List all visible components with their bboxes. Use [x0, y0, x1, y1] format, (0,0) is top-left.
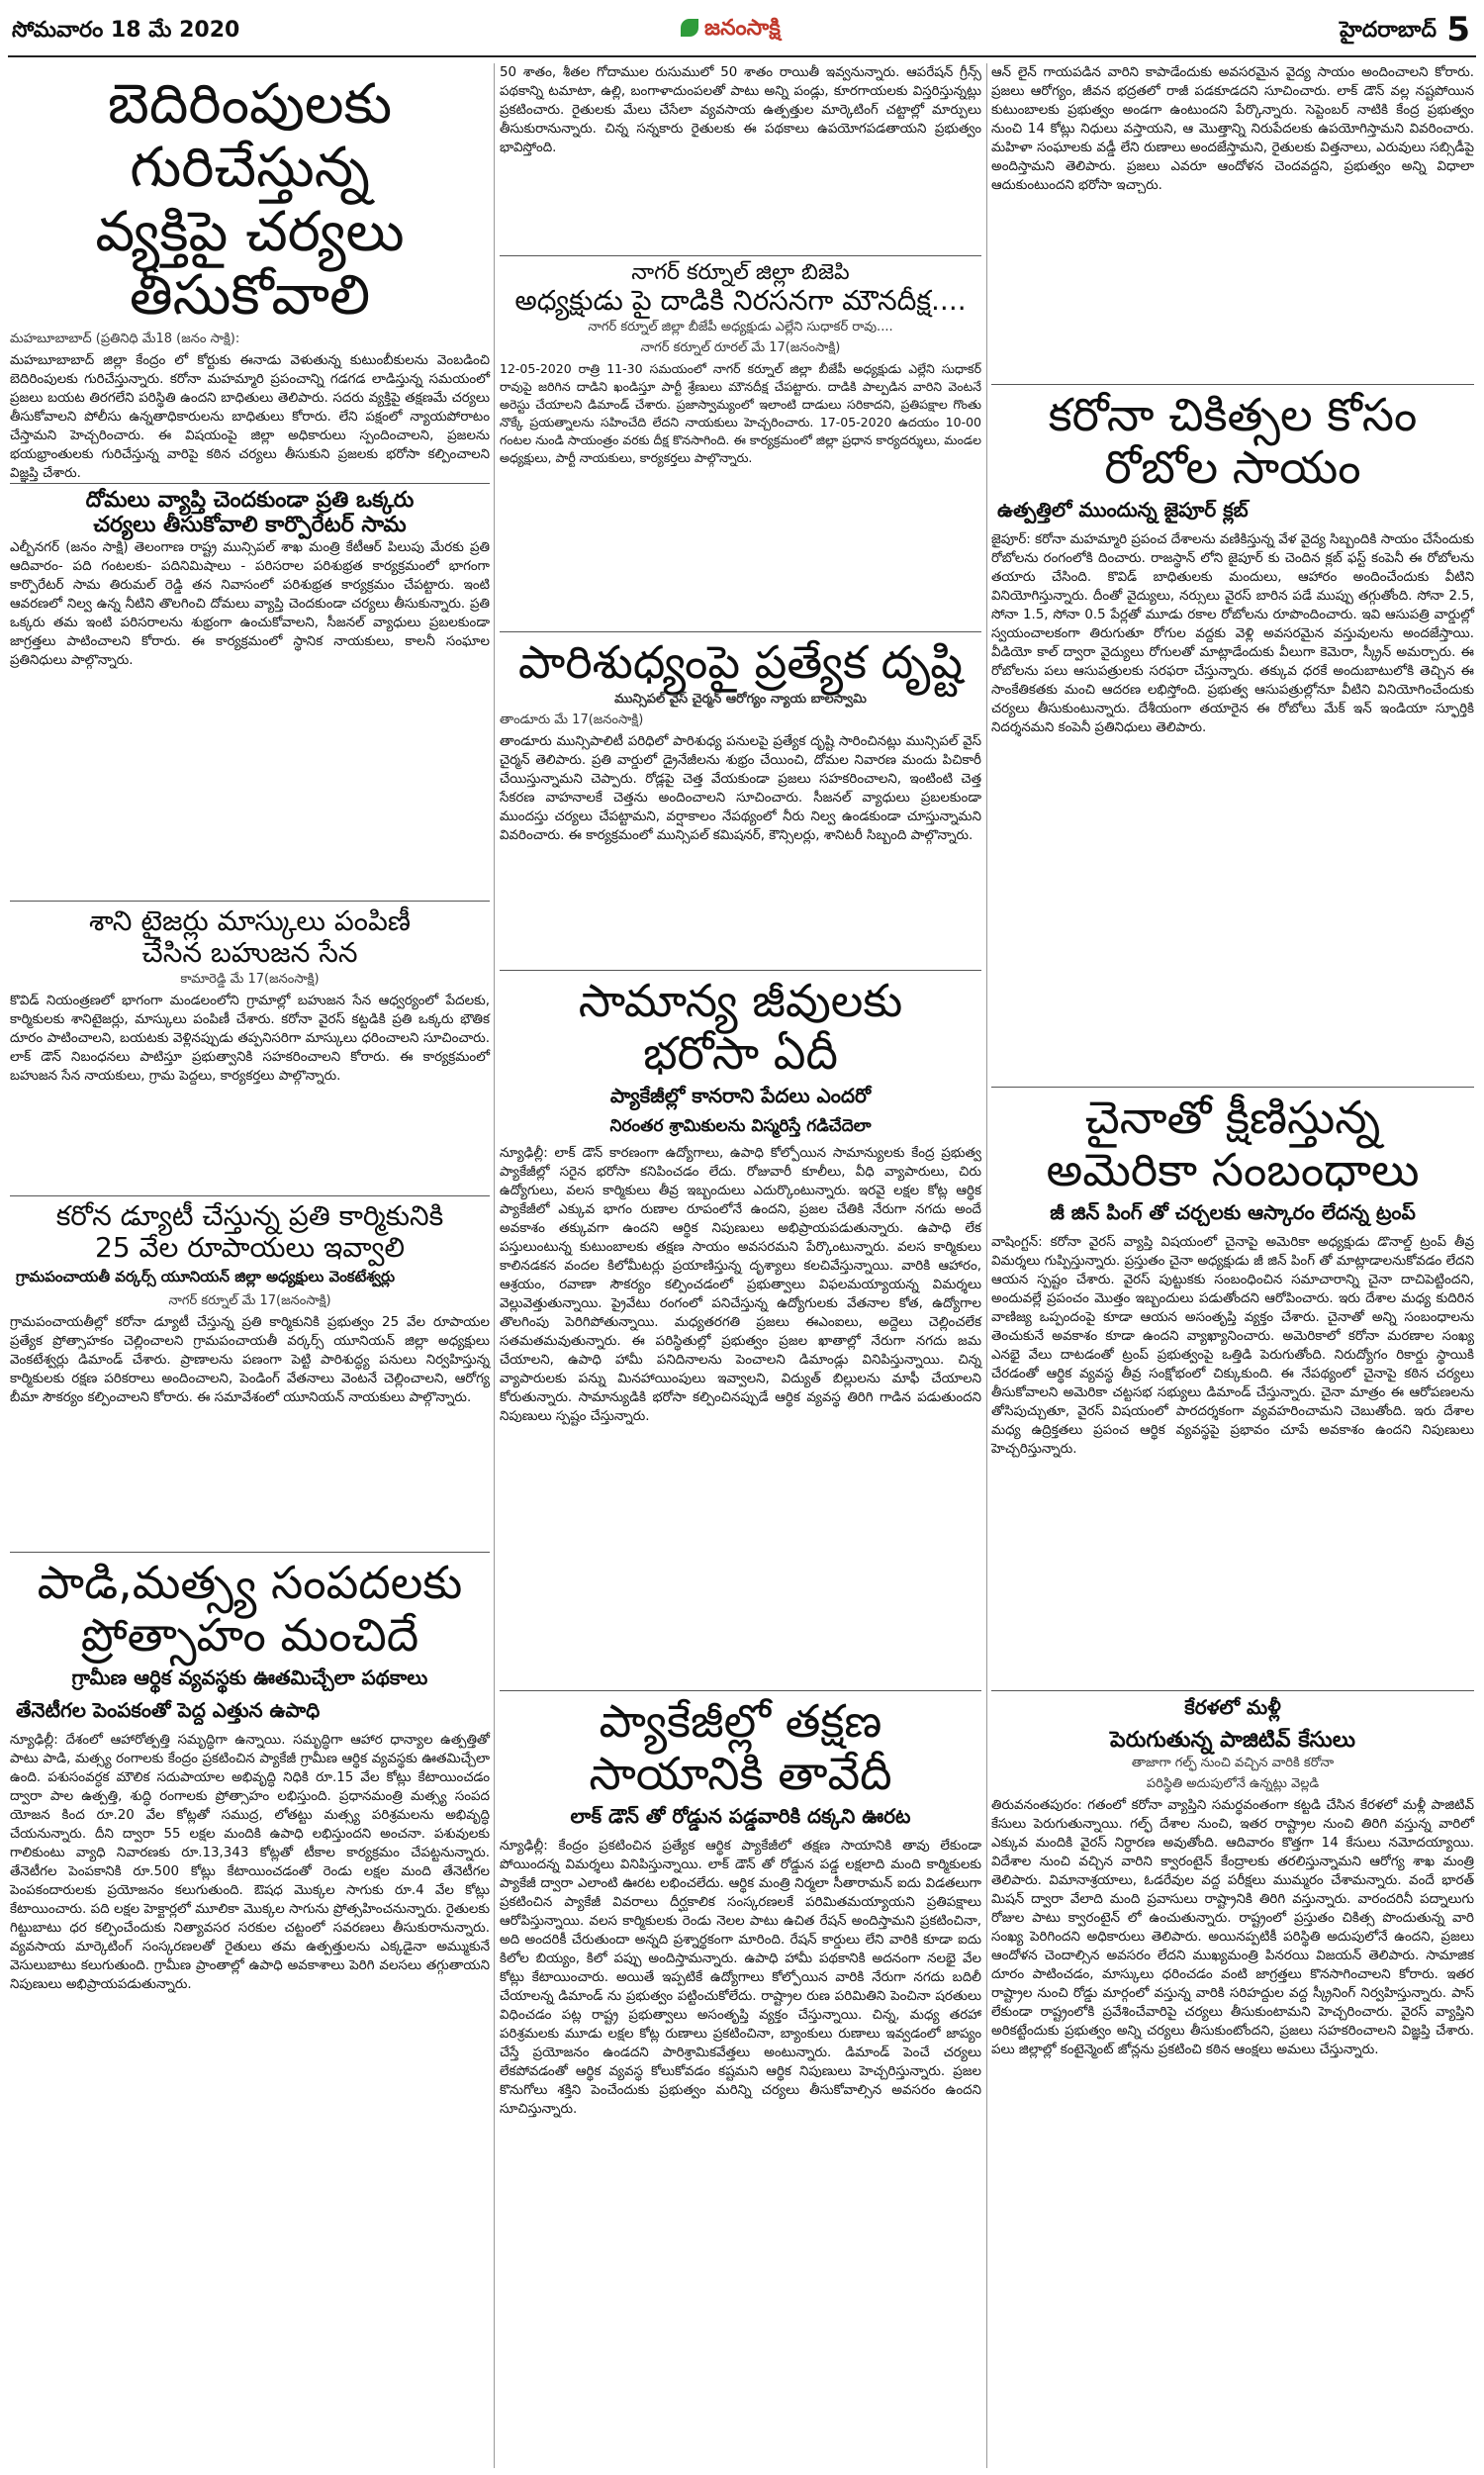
leaf-icon [681, 19, 698, 37]
headline-line: 25 వేల రూపాయలు ఇవ్వాలి [95, 1231, 405, 1265]
article-body: వాషింగ్టన్: కరోనా వైరస్ వ్యాప్తి విషయంలో చైనాపై అమెరికా అధ్యక్షుడు డొనాల్డ్ ట్రంప్ తీవ్ర విమర్శలు గుప్పిస్తున్నారు. ప్రస్తుతం చైనా అధ్యక్షుడు జీ జిన్ పింగ్ తో మాట్లాడాలనుకోవడం లేదని ఆయన స్పష్టం చేశారు. వైరస్ పుట్టుకకు సంబంధించిన సమాచారాన్ని చైనా దాచిపెట్టిందని, అందువల్లే ప్రపంచం మొత్తం ఇబ్బందులు పడుతోందని ఆరోపించారు. ఇరు దేశాల మధ్య కుదిరిన వాణిజ్య ఒప్పందంపై కూడా ఆయన అసంతృప్తి వ్యక్తం చేశారు. చైనాతో అన్ని సంబంధాలను తెంచుకునే అవకాశం కూడా ఉందని వ్యాఖ్యానించారు. అమెరికాలో కరోనా మరణాల సంఖ్య ఎనభై వేలు దాటడంతో ట్రంప్ ప్రభుత్వంపై ఒత్తిడి పెరుగుతోంది. నిరుద్యోగం రికార్డు స్థాయికి చేరడంతో ఆర్థిక వ్యవస్థ తీవ్ర సంక్షోభంలో చిక్కుకుంది. ఈ నేపథ్యంలో చైనాపై కఠిన చర్యలు తీసుకోవాలని అమెరికా చట్టసభ సభ్యులు డిమాండ్ చేస్తున్నారు. చైనా మాత్రం ఈ ఆరోపణలను తోసిపుచ్చుతూ, వైరస్ విషయంలో పారదర్శకంగా వ్యవహరించామని చెబుతోంది. ఇరు దేశాల మధ్య ఉద్రిక్తతలు ప్రపంచ ఆర్థిక వ్యవస్థపై ప్రభావం చూపే అవకాశం ఉందని నిపుణులు హెచ్చరిస్తున్నారు. [991, 1234, 1474, 1457]
article-mosquito [10, 479, 490, 895]
article-threats [10, 72, 490, 481]
headline-line: రోబోల సాయం [1104, 439, 1361, 494]
article-sanitizers [10, 897, 490, 1193]
dateline: తాండూరు మే 17(జనంసాక్షి) [500, 712, 644, 727]
article-body: మహబూబాబాద్ జిల్లా కేంద్రం లో కోర్టుకు ఈనాడు వెళుతున్న కుటుంబీకులను వెంబడించి బెదిరింపులకు గురిచేస్తున్నారు. కరోనా మహమ్మారి ప్రపంచాన్ని గడగడ లాడిస్తున్న సమయంలో ప్రజలు బయట తిరగలేని పరిస్థితి ఉందని బాధితులు తెలిపారు. సదరు వ్యక్తిపై తక్షణమే చర్యలు తీసుకోవాలని పోలీసు ఉన్నతాధికారులను బాధితులు కోరారు. లేని పక్షంలో న్యాయపోరాటం చేస్తామని హెచ్చరించారు. ఈ విషయంపై జిల్లా అధికారులు స్పందించాలని, ప్రజలను భయభ్రాంతులకు గురిచేస్తున్న వారిపై కఠిన చర్యలు తీసుకుని ప్రజలకు భరోసా కల్పించాలని విజ్ఞప్తి చేశారు. [10, 352, 490, 481]
kicker: కేరళలో మళ్లీ [1184, 1695, 1281, 1719]
headline-line: దోమలు వ్యాప్తి చెందకుండా ప్రతి ఒక్కరు [85, 488, 415, 513]
headline-line: కరోనా చికిత్సల కోసం [1048, 388, 1418, 441]
issue-date: సోమవారం 18 మే 2020 [12, 18, 240, 43]
column-3 [991, 63, 1474, 2468]
headline-line: అధ్యక్షుడు పై దాడికి నిరసనగా మౌనదీక్ష.... [514, 284, 967, 318]
dateline: మహబూబాబాద్ (ప్రతినిధి మే18 (జనం సాక్షి): [10, 331, 240, 346]
divider [500, 255, 981, 256]
masthead [8, 6, 1476, 57]
article-continuation [991, 63, 1474, 370]
divider [10, 483, 490, 484]
article-package-relief [500, 1686, 981, 2468]
article-body: తాండూరు మున్సిపాలిటీ పరిధిలో పారిశుధ్య పనులపై ప్రత్యేక దృష్టి సారించినట్లు మున్సిపల్ వైస్ చైర్మన్ తెలిపారు. ప్రతి వార్డులో డ్రైనేజీలను శుభ్రం చేయించి, దోమల నివారణ మందు పిచికారీ చేయిస్తున్నామని చెప్పారు. రోడ్లపై చెత్త వేయకుండా ప్రజలు సహకరించాలని, ఇంటింటి చెత్త సేకరణ వాహనాలకే చెత్తను అందించాలని సూచించారు. సీజనల్ వ్యాధులు ప్రబలకుండా ముందస్తు చర్యలు చేపట్టామని, వర్షాకాలం నేపథ్యంలో నీరు నిల్వ ఉండకుండా చూస్తున్నామని వివరించారు. ఈ కార్యక్రమంలో మున్సిపల్ కమిషనర్, కౌన్సిలర్లు, శానిటరీ సిబ్బంది పాల్గొన్నారు. [500, 733, 981, 843]
dateline: నాగర్ కర్నూల్ రూరల్ మే 17(జనంసాక్షి) [640, 340, 841, 356]
article-workers-pay [10, 1191, 490, 1558]
subheadline: గ్రామీణ ఆర్థిక వ్యవస్థకు ఊతమిచ్చేలా పథకాలు [71, 1665, 428, 1689]
subheadline: నిరంతర శ్రామికులను విస్మరిస్తే గడిచేదెలా [609, 1115, 872, 1136]
article-sanitation [500, 627, 981, 964]
headline-line: నాగర్ కర్నూల్ జిల్లా బిజెపి [631, 260, 850, 285]
article-body: ఆన్ లైన్ గాయపడిన వారిని కాపాడేందుకు అవసరమైన వైద్య సాయం అందించాలని కోరారు. ప్రజలు ఆరోగ్యం, జీవన భద్రతలో రాజీ పడకూడదని సూచించారు. లాక్ డౌన్ వల్ల నష్టపోయిన కుటుంబాలకు ప్రభుత్వం అండగా ఉంటుందని పేర్కొన్నారు. సెప్టెంబర్ నాటికి కేంద్ర ప్రభుత్వం నుంచి 14 కోట్లు నిధులు వస్తాయని, ఆ మొత్తాన్ని నిరుపేదలకు ఉపయోగిస్తామని వివరించారు. మహిళా సంఘాలకు వడ్డీ లేని రుణాలు అందజేస్తామని, రైతులకు విత్తనాలు, ఎరువులు సబ్సిడీపై అందిస్తామని తెలిపారు. ప్రజలు ఎవరూ ఆందోళన చెందవద్దని, ప్రభుత్వం అన్ని విధాలా ఆదుకుంటుందని భరోసా ఇచ్చారు. [991, 65, 1474, 193]
headline: పారిశుధ్యంపై ప్రత్యేక దృష్టి [517, 635, 964, 689]
divider [10, 1195, 490, 1196]
divider [10, 901, 490, 902]
dateline: తాజాగా గల్ఫ్ నుంచి వచ్చిన వారికి కరోనా [1131, 1756, 1335, 1771]
column-divider [986, 63, 987, 2468]
column-2 [500, 63, 981, 2468]
dateline: నాగర్ కర్నూల్ మే 17(జనంసాక్షి) [168, 1293, 331, 1309]
article-body: జైపూర్: కరోనా మహమ్మారి ప్రపంచ దేశాలను వణికిస్తున్న వేళ వైద్య సిబ్బందికి సాయం చేసేందుకు రోబోలను రంగంలోకి దించారు. రాజస్థాన్ లోని జైపూర్ కు చెందిన క్లబ్ ఫస్ట్ కంపెనీ ఈ రోబోలను తయారు చేసింది. కొవిడ్ బాధితులకు మందులు, ఆహారం అందించేందుకు వీటిని వినియోగిస్తున్నారు. దీంతో వైద్యులు, నర్సులు వైరస్ బారిన పడే ముప్పు తగ్గుతోంది. సోనా 2.5, సోనా 1.5, సోనా 0.5 పేర్లతో మూడు రకాల రోబోలను రూపొందించారు. ఇవి ఆసుపత్రి వార్డుల్లో స్వయంచాలకంగా తిరుగుతూ రోగుల వద్దకు వెళ్లి అవసరమైన వస్తువులను అందజేస్తాయి. వీడియో కాల్ ద్వారా వైద్యులు రోగులతో మాట్లాడేందుకు వీలుగా కెమెరా, స్క్రీన్ అమర్చారు. ఈ రోబోలను పలు ఆసుపత్రులకు సరఫరా చేస్తున్నారు. తక్కువ ధరకే అందుబాటులోకి తెచ్చిన ఈ సాంకేతికతకు మంచి ఆదరణ లభిస్తోంది. ప్రభుత్వ ఆసుపత్రుల్లోనూ వీటిని వినియోగించేందుకు చర్యలు తీసుకుంటున్నారు. దేశీయంగా తయారైన ఈ రోబోలు మేక్ ఇన్ ఇండియా స్ఫూర్తికి నిదర్శనమని కంపెనీ ప్రతినిధులు తెలిపారు. [991, 531, 1474, 735]
paper-logo-text: జనంసాక్షి [704, 16, 781, 41]
article-body: న్యూఢిల్లీ: దేశంలో ఆహారోత్పత్తి సమృద్ధిగా ఉన్నాయి. సమృద్ధిగా ఆహార ధాన్యాల ఉత్పత్తితో పాటు పాడి, మత్స్య రంగాలకు కేంద్రం ప్రకటించిన ప్యాకేజీ గ్రామీణ ఆర్థిక వ్యవస్థకు ఊతమిచ్చేలా ఉంది. పశుసంవర్ధక మౌలిక సదుపాయాల అభివృద్ధి నిధికి రూ.15 వేల కోట్లు కేటాయించడం ద్వారా పాల ఉత్పత్తి, శుద్ధి రంగాలకు ప్రోత్సాహం లభిస్తుంది. ప్రధానమంత్రి మత్స్య సంపద యోజన కింద రూ.20 వేల కోట్లతో సముద్ర, లోతట్టు మత్స్య పరిశ్రమలను అభివృద్ధి చేయనున్నారు. దీని ద్వారా 55 లక్షల మందికి ఉపాధి లభిస్తుందని అంచనా. పశువులకు గాలికుంటు వ్యాధి నివారణకు రూ.13,343 కోట్లతో టీకాల కార్యక్రమం చేపట్టనున్నారు. తేనెటీగల పెంపకానికి రూ.500 కోట్లు కేటాయించడంతో రెండు లక్షల మంది తేనెటీగల పెంపకందారులకు ప్రయోజనం కలుగుతుంది. ఔషధ మొక్కల సాగుకు రూ.4 వేల కోట్లు కేటాయించారు. పది లక్షల హెక్టార్లలో మూలికా మొక్కల సాగును ప్రోత్సహించనున్నారు. రైతులకు గిట్టుబాటు ధర కల్పించేందుకు నిత్యావసర సరకుల చట్టంలో సవరణలు తీసుకురానున్నారు. వ్యవసాయ మార్కెటింగ్ సంస్కరణలతో రైతులు తమ ఉత్పత్తులను ఎక్కడైనా అమ్ముకునే వెసులుబాటు కలుగుతుంది. గ్రామీణ ప్రాంతాల్లో ఉపాధి అవకాశాలు పెరిగి వలసలు తగ్గుతాయని నిపుణులు అభిప్రాయపడుతున్నారు. [10, 1732, 490, 1992]
subheadline: ప్యాకేజీల్లో కానరాని పేదలు ఎందరో [609, 1083, 872, 1107]
page-number: 5 [1446, 10, 1470, 49]
subheadline: లాక్ డౌన్ తో రోడ్డున పడ్డవారికి దక్కని ఊరట [570, 1803, 911, 1828]
dateline: నాగర్ కర్నూల్ జిల్లా బీజేపీ అధ్యక్షుడు ఎల్లేని సుధాకర్ రావు.... [588, 320, 893, 335]
article-china-us [991, 1083, 1474, 1676]
article-continuation [500, 63, 981, 251]
edition-city: హైదరాబాద్ [1340, 18, 1437, 43]
headline-line: ప్యాకేజీల్లో తక్షణ [599, 1694, 882, 1748]
headline: పెరుగుతున్న పాజిటివ్ కేసులు [1110, 1728, 1355, 1753]
article-body: న్యూఢిల్లీ: కేంద్రం ప్రకటించిన ప్రత్యేక ఆర్థిక ప్యాకేజీలో తక్షణ సాయానికి తావు లేకుండా పోయిందన్న విమర్శలు వినిపిస్తున్నాయి. లాక్ డౌన్ తో రోడ్డున పడ్డ లక్షలాది మంది కార్మికులకు ప్యాకేజీ ద్వారా ఎలాంటి ఊరట లభించలేదు. ఆర్థిక మంత్రి నిర్మలా సీతారామన్ ఐదు విడతలుగా ప్రకటించిన ప్యాకేజీ వివరాలు దీర్ఘకాలిక సంస్కరణలకే పరిమితమయ్యాయని ప్రతిపక్షాలు ఆరోపిస్తున్నాయి. వలస కార్మికులకు రెండు నెలల పాటు ఉచిత రేషన్ అందిస్తామని ప్రకటించినా, అది అందరికీ చేరుతుందా అన్నది ప్రశ్నార్థకంగా మారింది. రేషన్ కార్డులు లేని వారికి కూడా ఐదు కిలోల బియ్యం, కిలో పప్పు అందిస్తామన్నారు. ఉపాధి హామీ పథకానికి అదనంగా నలభై వేల కోట్లు కేటాయించారు. అయితే ఇప్పటికే ఉద్యోగాలు కోల్పోయిన వారికి నేరుగా నగదు బదిలీ చేయాలన్న డిమాండ్ ను ప్రభుత్వం పట్టించుకోలేదు. రాష్ట్రాల రుణ పరిమితిని పెంచినా షరతులు విధించడం పట్ల రాష్ట్ర ప్రభుత్వాలు అసంతృప్తి వ్యక్తం చేస్తున్నాయి. చిన్న, మధ్య తరహా పరిశ్రమలకు మూడు లక్షల కోట్ల రుణాలు ప్రకటించినా, బ్యాంకులు రుణాలు ఇవ్వడంలో జాప్యం చేస్తే ప్రయోజనం ఉండదని పారిశ్రామికవేత్తలు అంటున్నారు. డిమాండ్ పెంచే చర్యలు లేకపోవడంతో ఆర్థిక వ్యవస్థ కోలుకోవడం కష్టమని ఆర్థిక నిపుణులు హెచ్చరిస్తున్నారు. ప్రజల కొనుగోలు శక్తిని పెంచేందుకు ప్రభుత్వం మరిన్ని చర్యలు తీసుకోవాల్సిన అవసరం ఉందని సూచిస్తున్నారు. [500, 1838, 981, 2117]
subheadline: మున్సిపల్ వైస్ చైర్మన్ ఆరోగ్యం న్యాయ బాలస్వామి [614, 691, 867, 707]
headline-line: కరోన డ్యూటీ చేస్తున్న ప్రతి కార్మికునికి [55, 1199, 444, 1232]
article-body: 12-05-2020 రాత్రి 11-30 సమయంలో నాగర్ కర్నూల్ జిల్లా బీజేపీ అధ్యక్షుడు ఎల్లేని సుధాకర్ రావుపై జరిగిన దాడిని ఖండిస్తూ పార్టీ శ్రేణులు మౌనదీక్ష చేపట్టారు. దాడికి పాల్పడిన వారిని వెంటనే అరెస్టు చేయాలని డిమాండ్ చేశారు. ప్రజాస్వామ్యంలో ఇలాంటి దాడులు సరికాదని, ప్రతిపక్షాల గొంతు నొక్కే ప్రయత్నాలను సహించేది లేదని నాయకులు హెచ్చరించారు. 17-05-2020 ఉదయం 10-00 గంటల నుండి సాయంత్రం వరకు దీక్ష కొనసాగింది. ఈ కార్యక్రమంలో జిల్లా ప్రధాన కార్యదర్శులు, మండల అధ్యక్షులు, పార్టీ నాయకులు, కార్యకర్తలు పాల్గొన్నారు. [500, 361, 981, 466]
headline-line: అమెరికా సంబంధాలు [1046, 1142, 1420, 1196]
article-body: ఎల్బీనగర్ (జనం సాక్షి) తెలంగాణ రాష్ట్ర మున్సిపల్ శాఖ మంత్రి కేటీఆర్ పిలుపు మేరకు ప్రతి ఆదివారం- పది గంటలకు- పదినిమిషాలు - పరిసరాల పరిశుభ్రత కార్యక్రమంలో భాగంగా కార్పొరేటర్ సామ తిరుమల్ రెడ్డి తన నివాసంలో పరిశుభ్రత కార్యక్రమం చేపట్టారు. ఇంటి ఆవరణలో నిల్వ ఉన్న నీటిని తొలగించి దోమలు వ్యాప్తి చెందకుండా చర్యలు తీసుకున్నారు. ప్రతి ఒక్కరు తమ ఇంటి పరిసరాలను శుభ్రంగా ఉంచుకోవాలని, సీజనల్ వ్యాధులు ప్రబలకుండా జాగ్రత్తలు పాటించాలని కోరారు. ఈ కార్యక్రమంలో స్థానిక నాయకులు, కాలనీ సంఘాల ప్రతినిధులు పాల్గొన్నారు. [10, 539, 490, 668]
subheadline: గ్రామపంచాయతీ వర్కర్స్ యూనియన్ జిల్లా అధ్యక్షులు వెంకటేశ్వర్లు [16, 1268, 396, 1286]
article-body: కొవిడ్ నియంత్రణలో భాగంగా మండలంలోని గ్రామాల్లో బహుజన సేన ఆధ్వర్యంలో పేదలకు, కార్మికులకు శానిటైజర్లు, మాస్కులు పంపిణీ చేశారు. కరోనా వైరస్ కట్టడికి ప్రతి ఒక్కరు భౌతిక దూరం పాటించాలని, బయటకు వెళ్లినప్పుడు తప్పనిసరిగా మాస్కులు ధరించాలని సూచించారు. లాక్ డౌన్ నిబంధనలు పాటిస్తూ ప్రభుత్వానికి సహకరించాలని కోరారు. ఈ కార్యక్రమంలో బహుజన సేన నాయకులు, గ్రామ పెద్దలు, కార్యకర్తలు పాల్గొన్నారు. [10, 994, 490, 1085]
subheadline: జీ జిన్ పింగ్ తో చర్చలకు ఆస్కారం లేదన్న ట్రంప్ [1050, 1199, 1416, 1224]
divider [10, 1552, 490, 1553]
headline-line: శాని టైజర్లు మాస్కులు పంపిణీ [88, 904, 411, 937]
divider [500, 970, 981, 971]
article-common-people [500, 966, 981, 1619]
divider [500, 631, 981, 632]
dateline: కామారెడ్డి మే 17(జనంసాక్షి) [180, 972, 320, 988]
headline-line: చైనాతో క్షీణిస్తున్న [1084, 1091, 1381, 1144]
divider [991, 384, 1474, 385]
headline-line: సామాన్య జీవులకు [578, 974, 903, 1027]
article-bjp-protest [500, 251, 981, 618]
headline-line: చర్యలు తీసుకోవాలి కార్పొరేటర్ సామ [93, 513, 407, 538]
headline-line: భరోసా ఏదీ [643, 1025, 838, 1080]
headline-line: ప్రోత్సాహం మంచిదే [80, 1607, 419, 1662]
article-body: న్యూఢిల్లీ: లాక్ డౌన్ కారణంగా ఉద్యోగాలు, ఉపాధి కోల్పోయిన సామాన్యులకు కేంద్ర ప్రభుత్వ ప్యాకేజీల్లో సరైన భరోసా కనిపించడం లేదు. రోజువారీ కూలీలు, వీధి వ్యాపారులు, చిరు ఉద్యోగులు, వలస కార్మికులు తీవ్ర ఇబ్బందులు ఎదుర్కొంటున్నారు. ఇరవై లక్షల కోట్ల ఆర్థిక ప్యాకేజీలో ఎక్కువ భాగం రుణాల రూపంలోనే ఉందని, ప్రజల చేతికి నేరుగా నగదు అందే అవకాశం తక్కువగా ఉందని ఆర్థిక నిపుణులు అభిప్రాయపడుతున్నారు. ఉపాధి లేక పస్తులుంటున్న కుటుంబాలకు తక్షణ సాయం అవసరమని పేర్కొంటున్నారు. వలస కార్మికులు కాలినడకన వందల కిలోమీటర్లు ప్రయాణిస్తున్న దృశ్యాలు కలచివేస్తున్నాయి. వారికి ఆహారం, ఆశ్రయం, రవాణా సౌకర్యం కల్పించడంలో ప్రభుత్వాలు విఫలమయ్యాయన్న విమర్శలు వెల్లువెత్తుతున్నాయి. ప్రైవేటు రంగంలో పనిచేస్తున్న ఉద్యోగులకు వేతనాల కోత, ఉద్యోగాల తొలగింపు పెరిగిపోతున్నాయి. మధ్యతరగతి ప్రజలు ఈఎంఐలు, అద్దెలు చెల్లించలేక సతమతమవుతున్నారు. ఈ పరిస్థితుల్లో ప్రభుత్వం ప్రజల ఖాతాల్లో నేరుగా నగదు జమ చేయాలని, ఉపాధి హామీ పనిదినాలను పెంచాలని డిమాండ్లు వినిపిస్తున్నాయి. చిన్న వ్యాపారులకు పన్ను మినహాయింపులు ఇవ్వాలని, విద్యుత్ బిల్లులను మాఫీ చేయాలని కోరుతున్నారు. సామాన్యుడికి భరోసా కల్పించినప్పుడే ఆర్థిక వ్యవస్థ తిరిగి గాడిన పడుతుందని నిపుణులు స్పష్టం చేస్తున్నారు. [500, 1145, 981, 1424]
article-body: తిరువనంతపురం: గతంలో కరోనా వ్యాప్తిని సమర్థవంతంగా కట్టడి చేసిన కేరళలో మళ్లీ పాజిటివ్ కేసులు పెరుగుతున్నాయి. గల్ఫ్ దేశాల నుంచి, ఇతర రాష్ట్రాల నుంచి తిరిగి వస్తున్న వారిలో ఎక్కువ మందికి వైరస్ నిర్ధారణ అవుతోంది. ఆదివారం కొత్తగా 14 కేసులు నమోదయ్యాయి. విదేశాల నుంచి వచ్చిన వారిని క్వారంటైన్ కేంద్రాలకు తరలిస్తున్నామని ఆరోగ్య శాఖ మంత్రి తెలిపారు. విమానాశ్రయాలు, ఓడరేవుల వద్ద పరీక్షలు ముమ్మరం చేశామన్నారు. వందే భారత్ మిషన్ ద్వారా వేలాది మంది ప్రవాసులు రాష్ట్రానికి తిరిగి వస్తున్నారు. వారందరినీ పద్నాలుగు రోజుల పాటు క్వారంటైన్ లో ఉంచుతున్నారు. రాష్ట్రంలో ప్రస్తుతం చికిత్స పొందుతున్న వారి సంఖ్య పెరిగిందని అధికారులు తెలిపారు. అయినప్పటికీ పరిస్థితి అదుపులోనే ఉందని, ప్రజలు ఆందోళన చెందాల్సిన అవసరం లేదని ముఖ్యమంత్రి పినరయి విజయన్ తెలిపారు. సామాజిక దూరం పాటించడం, మాస్కులు ధరించడం వంటి జాగ్రత్తలు కొనసాగించాలని కోరారు. ఇతర రాష్ట్రాల నుంచి రోడ్డు మార్గంలో వస్తున్న వారికి సరిహద్దుల వద్ద స్క్రీనింగ్ నిర్వహిస్తున్నారు. పాస్ లేకుండా రాష్ట్రంలోకి ప్రవేశించేవారిపై చర్యలు తీసుకుంటామని హెచ్చరించారు. వైరస్ వ్యాప్తిని అరికట్టేందుకు ప్రభుత్వం అన్ని చర్యలు తీసుకుంటోందని, ప్రజలు సహకరించాలని విజ్ఞప్తి చేశారు. పలు జిల్లాల్లో కంటైన్మెంట్ జోన్లను ప్రకటించి కఠిన ఆంక్షలు అమలు చేస్తున్నారు. [991, 1798, 1474, 2058]
subheadline: తేనెటీగల పెంపకంతో పెద్ద ఎత్తున ఉపాధి [16, 1697, 321, 1722]
article-dairy-fisheries [10, 1548, 490, 2468]
headline-line: వ్యక్తిపై చర్యలు తీసుకోవాలి [95, 199, 405, 329]
headline-line: సాయానికి తావేదీ [589, 1746, 892, 1800]
column-divider [494, 63, 495, 2468]
divider [500, 1690, 981, 1691]
article-body: 50 శాతం, శీతల గోదాముల రుసుములో 50 శాతం రాయితీ ఇవ్వనున్నారు. ఆపరేషన్ గ్రీన్స్ పథకాన్ని టమాటా, ఉల్లి, బంగాళాదుంపలతో పాటు అన్ని పండ్లు, కూరగాయలకు విస్తరిస్తున్నట్లు ప్రకటించారు. రైతులకు మేలు చేసేలా వ్యవసాయ ఉత్పత్తుల మార్కెటింగ్ చట్టాల్లో మార్పులు తీసుకురానున్నారు. చిన్న సన్నకారు రైతులకు ఈ పథకాలు ఉపయోగపడతాయని ప్రభుత్వం భావిస్తోంది. [500, 65, 981, 155]
dateline: పరిస్థితి అదుపులోనే ఉన్నట్లు వెల్లడి [1146, 1776, 1320, 1792]
article-kerala [991, 1686, 1474, 2468]
divider [991, 1690, 1474, 1691]
paper-logo [681, 16, 781, 46]
column-1 [10, 63, 490, 2468]
subheadline: ఉత్పత్తిలో ముందున్న జైపూర్ క్లబ్ [997, 497, 1249, 522]
article-body: గ్రామపంచాయతీల్లో కరోనా డ్యూటీ చేస్తున్న ప్రతి కార్మికునికి ప్రభుత్వం 25 వేల రూపాయల ప్రత్యేక ప్రోత్సాహకం చెల్లించాలని గ్రామపంచాయతీ వర్కర్స్ యూనియన్ జిల్లా అధ్యక్షులు వెంకటేశ్వర్లు డిమాండ్ చేశారు. ప్రాణాలను పణంగా పెట్టి పారిశుద్ధ్య పనులు నిర్వహిస్తున్న కార్మికులకు రక్షణ పరికరాలు అందించాలని, పెండింగ్ వేతనాలు వెంటనే చెల్లించాలని, ఆరోగ్య బీమా సౌకర్యం కల్పించాలని కోరారు. ఈ సమావేశంలో యూనియన్ నాయకులు పాల్గొన్నారు. [10, 1315, 490, 1406]
headline-line: పాడి,మత్స్య సంపదలకు [37, 1556, 463, 1609]
article-robots [991, 380, 1474, 1073]
headline-line: చేసిన బహుజన సేన [141, 936, 358, 970]
divider [991, 1087, 1474, 1088]
headline-line: బెదిరింపులకు గురిచేస్తున్న [107, 72, 393, 201]
